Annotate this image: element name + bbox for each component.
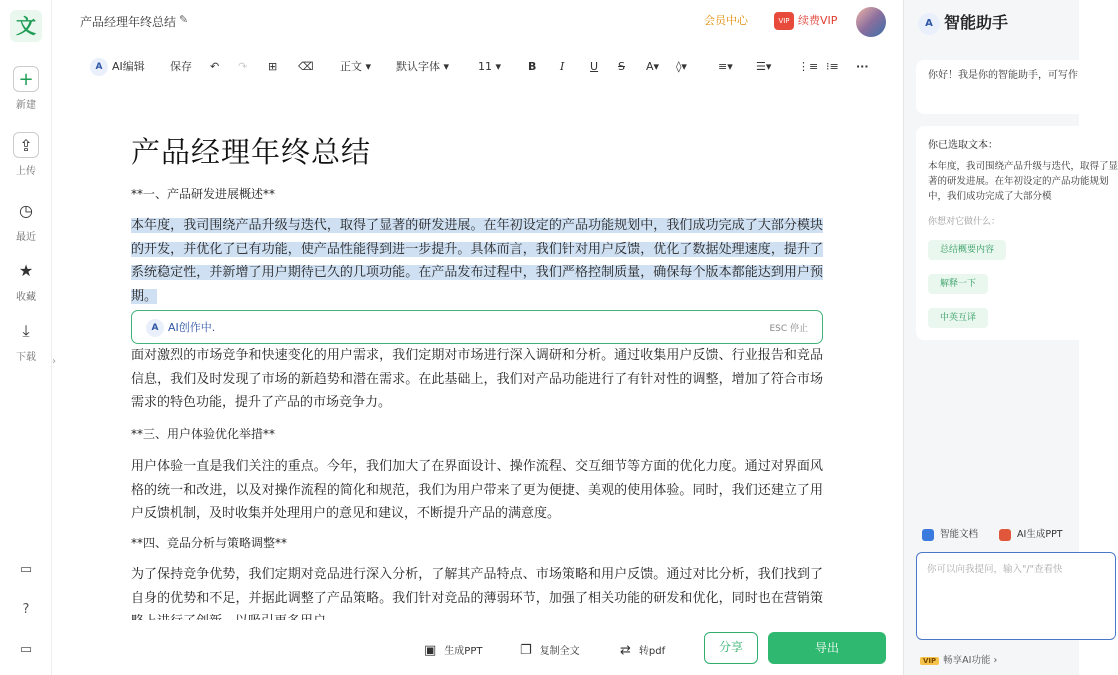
bold-icon[interactable]: B xyxy=(528,60,537,73)
ai-creating-box xyxy=(131,310,823,344)
ppt-icon xyxy=(999,529,1011,541)
format-painter-icon[interactable]: ⊞ xyxy=(268,60,278,73)
eraser-icon[interactable]: ⌫ xyxy=(298,60,314,73)
font-size-select[interactable] xyxy=(478,56,501,78)
italic-icon[interactable]: I xyxy=(560,60,565,73)
ai-creating-label xyxy=(146,319,215,337)
chevron-down-icon: ▾ xyxy=(440,60,450,73)
upload-label: 上传 xyxy=(16,166,36,177)
favorites-label: 收藏 xyxy=(16,292,36,303)
help-icon[interactable]: ? xyxy=(22,602,30,617)
app-logo: 文 xyxy=(10,10,42,42)
renew-vip-button[interactable] xyxy=(774,9,837,33)
favorites-button[interactable] xyxy=(0,258,52,303)
vip-badge-icon: VIP xyxy=(920,657,939,665)
selected-text[interactable]: 本年度，我司围绕产品升级与迭代，取得了显著的研发进展。在年初设定的产品功能规划中，我们成功完成了大部分模块的开发，并优化了已有功能，使产品性能得到进一步提升。具体而言，我们针对用户反馈，优化了数据处理速度，提升了系统稳定性，并新增了用户期待已久的几项功能。在产品发布过程中，我们严格控制质量，确保每个版本都能达到用户预期。 xyxy=(131,218,823,304)
ppt-icon: ▣ xyxy=(424,643,437,658)
ai-ppt-button[interactable] xyxy=(999,529,1063,540)
greeting-card: 你好！我是你的智能助手，可写作 xyxy=(916,60,1116,114)
question-input[interactable]: 你可以向我提问，输入"/"查看快 xyxy=(916,552,1116,640)
ordered-list-icon[interactable]: ⋮≡ xyxy=(798,60,819,73)
generate-ppt-label: 生成PPT xyxy=(444,646,483,657)
monitor-icon[interactable]: ▭ xyxy=(19,642,33,657)
selected-preview: 本年度，我司围绕产品升级与迭代，取得了显著的研发进展。在年初设定的产品功能规划中，我们成功完成了大部分模 xyxy=(928,161,1118,202)
chevron-down-icon: ▾ xyxy=(492,60,502,73)
strikethrough-icon[interactable]: S xyxy=(618,60,625,73)
ai-logo-icon: A xyxy=(146,319,164,337)
doc-title[interactable]: 产品经理年终总结 xyxy=(80,15,177,29)
unordered-list-icon[interactable]: ⁝≡ xyxy=(826,60,839,73)
ai-edit-label: AI编辑 xyxy=(112,60,145,73)
font-family-label: 默认字体 xyxy=(396,60,440,73)
new-button[interactable] xyxy=(0,66,52,111)
chevron-down-icon: ▾ xyxy=(362,60,372,73)
collapse-chevron-icon[interactable]: › xyxy=(52,356,56,367)
generate-ppt-button[interactable] xyxy=(424,642,482,658)
smart-doc-label: 智能文档 xyxy=(940,529,979,540)
assistant-title xyxy=(918,10,1008,35)
vip-ai-label: 畅享AI功能 › xyxy=(943,655,998,666)
avatar[interactable] xyxy=(856,7,886,37)
selected-label: 你已选取文本： xyxy=(928,140,998,151)
highlight-color-icon[interactable]: ◊▾ xyxy=(676,60,687,73)
new-label: 新建 xyxy=(16,100,36,111)
align-icon[interactable]: ≡▾ xyxy=(718,60,733,73)
smart-doc-button[interactable] xyxy=(922,529,978,540)
copy-icon: ❐ xyxy=(520,643,532,658)
save-button[interactable]: 保存 xyxy=(170,60,192,73)
recent-label: 最近 xyxy=(16,232,36,243)
font-color-icon[interactable]: A▾ xyxy=(646,60,660,73)
recent-button[interactable] xyxy=(0,198,52,243)
copy-all-button[interactable] xyxy=(520,642,580,658)
paragraph-style-select[interactable] xyxy=(340,56,371,78)
upload-icon: ⇪ xyxy=(13,132,39,158)
vip-center-link[interactable]: 会员中心 xyxy=(704,14,748,27)
export-button[interactable]: 导出 xyxy=(768,632,886,664)
paragraph-2[interactable]: 面对激烈的市场竞争和快速变化的用户需求，我们定期对市场进行深入调研和分析。通过收集用户反馈、行业报告和竞品信息，我们及时发现了市场的新趋势和潜在需求。在此基础上，我们对产品功能进行了有针对性的调整，增加了符合市场需求的特色功能，提升了产品的市场竞争力。 xyxy=(131,348,823,410)
paragraph-1[interactable] xyxy=(131,214,823,308)
translate-chip[interactable]: 中英互译 xyxy=(928,308,988,328)
upload-button[interactable] xyxy=(0,132,52,177)
clock-icon: ◷ xyxy=(19,201,33,220)
left-rail xyxy=(0,0,52,675)
assistant-panel xyxy=(903,0,1118,675)
paragraph-3[interactable]: 用户体验一直是我们关注的重点。今年，我们加大了在界面设计、操作流程、交互细节等方面的优化力度。通过对界面风格的统一和改进，以及对操作流程的简化和规范，我们为用户带来了更为便捷、美观的使用体验。同时，我们还建立了用户反馈机制，及时收集并处理用户的意见和建议，不断提升产品的满意度。 xyxy=(131,459,823,521)
edit-pencil-icon[interactable]: ✎ xyxy=(179,13,189,26)
summarize-chip[interactable]: 总结概要内容 xyxy=(928,240,1006,260)
paragraph-4[interactable]: 为了保持竞争优势，我们定期对竞品进行深入分析，了解其产品特点、市场策略和用户反馈。通过对比分析，我们找到了自身的优势和不足，并据此调整了产品策略。我们针对竞品的薄弱环节，加强了相关功能的研发和优化，同时也在营销策 xyxy=(131,567,823,606)
doc-heading[interactable]: 产品经理年终总结 xyxy=(131,135,372,169)
to-pdf-button[interactable] xyxy=(620,642,665,658)
assistant-tools xyxy=(922,526,1063,541)
copy-all-label: 复制全文 xyxy=(539,646,580,657)
assistant-title-text: 智能助手 xyxy=(944,13,1009,32)
ai-creating-text: AI创作中. xyxy=(168,321,216,334)
ask-prompt: 你想对它做什么： xyxy=(928,217,1001,227)
ai-logo-icon: A xyxy=(918,13,940,35)
convert-icon: ⇄ xyxy=(620,643,631,658)
section-heading-3[interactable]: **三、用户体验优化举措** xyxy=(131,427,276,441)
ai-ppt-label: AI生成PPT xyxy=(1017,529,1063,540)
star-icon: ★ xyxy=(18,261,34,280)
bottom-action-bar xyxy=(62,620,902,675)
ai-logo-icon: A xyxy=(90,58,108,76)
redo-icon[interactable]: ↷ xyxy=(238,60,248,73)
header xyxy=(62,0,902,44)
section-heading-4[interactable]: **四、竞品分析与策略调整** xyxy=(131,536,288,550)
gift-icon: VIP xyxy=(774,12,794,30)
doc-icon xyxy=(922,529,934,541)
line-spacing-icon[interactable]: ☰▾ xyxy=(756,60,772,73)
explain-chip[interactable]: 解释一下 xyxy=(928,274,988,294)
plus-icon: + xyxy=(13,66,39,92)
ai-edit-button[interactable] xyxy=(90,56,145,78)
download-label: 下载 xyxy=(16,352,36,363)
download-button[interactable] xyxy=(0,318,52,363)
underline-icon[interactable]: U xyxy=(590,60,599,73)
font-family-select[interactable] xyxy=(396,56,449,78)
font-size-label: 11 xyxy=(478,60,492,73)
selection-card xyxy=(916,126,1116,340)
share-button[interactable]: 分享 xyxy=(704,632,758,664)
undo-icon[interactable]: ↶ xyxy=(210,60,220,73)
paragraph-style-label: 正文 xyxy=(340,60,362,73)
format-toolbar xyxy=(86,56,886,78)
section-heading-1[interactable]: **一、产品研发进展概述** xyxy=(131,187,276,201)
esc-stop-hint[interactable]: ESC 停止 xyxy=(769,324,808,334)
download-icon: ⤓ xyxy=(22,321,30,340)
more-icon[interactable]: ··· xyxy=(856,60,869,73)
to-pdf-label: 转pdf xyxy=(638,646,666,657)
gift-box-icon[interactable]: ▭ xyxy=(19,562,33,577)
vip-ai-link[interactable] xyxy=(920,652,997,666)
renew-vip-label: 续费VIP xyxy=(798,14,838,27)
